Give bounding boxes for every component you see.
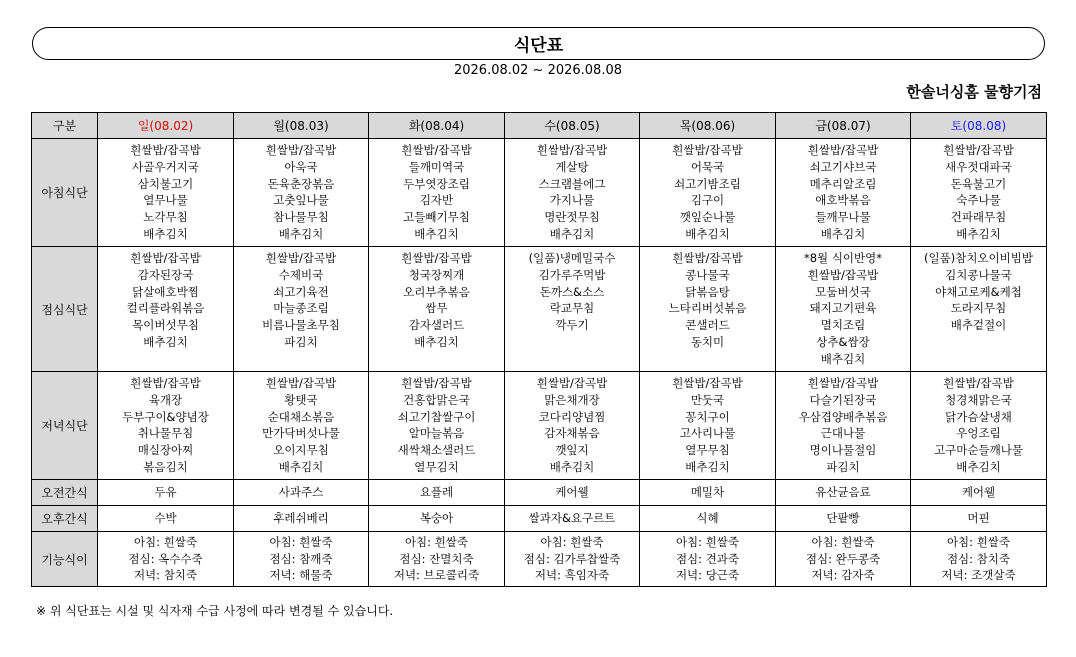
menu-item: 청국장찌개: [408, 267, 465, 282]
menu-item: 유산균음료: [815, 485, 871, 500]
footnote: ※ 위 식단표는 시설 및 식자재 수급 사정에 따라 변경될 수 있습니다.: [36, 604, 394, 618]
menu-item: 애호박볶음: [815, 193, 871, 208]
menu-item: 점심: 잔멸치죽: [399, 551, 474, 566]
menu-item: 게살탕: [555, 159, 589, 174]
menu-item: (일품)참치오이비빔밥: [924, 251, 1033, 265]
menu-item: 케어웰: [555, 485, 589, 500]
menu-item: 배추겉절이: [950, 318, 1007, 333]
menu-item: 건홍합맑은국: [403, 392, 470, 407]
menu-item: 흰쌀밥/잡곡밥: [401, 143, 472, 157]
menu-item: 노각무침: [143, 210, 188, 225]
menu-item: 사골우거지국: [132, 159, 199, 174]
menu-item: 요플레: [419, 485, 454, 500]
menu-item: 어묵국: [690, 159, 725, 174]
menu-item: 돈육불고기: [950, 176, 1007, 191]
menu-item: 수제비국: [278, 267, 324, 282]
menu-item: 두부구이&양념장: [122, 409, 209, 424]
menu-item: 황탯국: [284, 392, 318, 407]
menu-item: 고구마순들깨나물: [934, 443, 1023, 458]
menu-item: 김가루주먹밥: [538, 267, 606, 282]
menu-item: 야채고로케&케첩: [935, 284, 1022, 299]
organization-name: 한솔너싱홈 물향기점: [906, 83, 1042, 101]
menu-cell: [911, 480, 1047, 506]
menu-item: 깍두기: [555, 318, 589, 333]
menu-item: 숙주나물: [956, 193, 1001, 208]
menu-cell: [234, 532, 369, 587]
menu-item: 배추김치: [956, 459, 1001, 474]
menu-item: 목이버섯무침: [132, 318, 199, 333]
menu-item: 점심: 김가루찹쌀죽: [523, 551, 621, 566]
menu-item: 흰쌀밥/잡곡밥: [807, 143, 879, 157]
menu-item: 점심: 견과죽: [675, 551, 740, 566]
menu-cell: [505, 139, 640, 247]
menu-item: 메밀차: [690, 485, 725, 500]
menu-item: 저녁: 조갯살죽: [941, 568, 1016, 582]
menu-cell: [640, 139, 776, 247]
menu-item: 아침: 흰쌀죽: [133, 535, 198, 549]
menu-item: 저녁: 참치죽: [133, 568, 198, 582]
date-range: 2026.08.02 ~ 2026.08.08: [453, 63, 623, 78]
menu-item: 참나물무침: [273, 210, 329, 225]
menu-item: 육개장: [148, 392, 183, 407]
menu-cell: [234, 247, 369, 372]
menu-cell: [234, 139, 369, 247]
menu-cell: [776, 247, 911, 372]
menu-cell: [369, 372, 505, 480]
menu-item: 배추김치: [414, 334, 459, 349]
menu-item: 콘샐러드: [685, 318, 730, 333]
menu-item: 후레쉬베리: [273, 511, 329, 526]
row-label: 점심식단: [32, 247, 98, 372]
menu-item: 김자반: [419, 193, 454, 208]
menu-cell: [640, 506, 776, 532]
menu-item: 흰쌀밥/잡곡밥: [265, 143, 337, 157]
row-breakfast: [32, 139, 1047, 247]
menu-item: 단팥빵: [826, 511, 860, 526]
menu-cell: [234, 480, 369, 506]
menu-item: 두유: [154, 485, 177, 500]
menu-item: 배추김치: [549, 459, 595, 474]
menu-item: 오이지무침: [273, 443, 329, 458]
menu-item: 흰쌀밥/잡곡밥: [401, 251, 472, 265]
menu-cell: [369, 480, 505, 506]
menu-cell: [234, 372, 369, 480]
row-dinner: [32, 372, 1047, 480]
menu-cell: [640, 372, 776, 480]
menu-cell: [369, 532, 505, 587]
page-title: [32, 27, 1045, 60]
menu-cell: [505, 480, 640, 506]
menu-item: 아침: 흰쌀죽: [811, 535, 875, 549]
menu-cell: [369, 506, 505, 532]
menu-item: 복숭아: [419, 511, 454, 526]
menu-item: 흰쌀밥/잡곡밥: [536, 376, 608, 390]
row-label: 저녁식단: [32, 372, 98, 480]
menu-item: 고들빼기무침: [403, 210, 470, 225]
menu-cell: [911, 372, 1047, 480]
menu-item: 새싹채소샐러드: [397, 443, 476, 458]
menu-item: 배추김치: [549, 226, 595, 241]
menu-item: 수박: [154, 511, 177, 526]
menu-item: 머핀: [967, 511, 990, 526]
menu-item: 아욱국: [284, 159, 318, 174]
menu-item: 배추김치: [143, 226, 188, 241]
menu-cell: [911, 506, 1047, 532]
menu-item: 흰쌀밥/잡곡밥: [130, 143, 201, 157]
header-day-sun: 일(08.02): [98, 113, 234, 139]
menu-item: 아침: 흰쌀죽: [946, 535, 1011, 549]
menu-item: 만둣국: [690, 392, 725, 407]
menu-item: 흰쌀밥/잡곡밥: [672, 251, 743, 265]
menu-item: 꽁치구이: [685, 409, 730, 424]
menu-item: 청경채맑은국: [945, 392, 1012, 407]
menu-item: 열무나물: [143, 193, 188, 208]
header-row: [32, 113, 1047, 139]
menu-item: 흰쌀밥/잡곡밥: [130, 251, 201, 265]
menu-item: 취나물무침: [137, 426, 194, 441]
menu-item: 파김치: [284, 334, 318, 349]
menu-item: 건파래무침: [950, 210, 1007, 225]
menu-cell: [234, 506, 369, 532]
menu-cell: [505, 532, 640, 587]
menu-item: 알마늘볶음: [408, 426, 465, 441]
row-lunch: [32, 247, 1047, 372]
menu-item: 다슬기된장국: [809, 392, 877, 407]
menu-item: 가지나물: [549, 193, 595, 208]
meal-table: [31, 112, 1047, 587]
menu-cell: [776, 372, 911, 480]
menu-item: 흰쌀밥/잡곡밥: [265, 376, 337, 390]
menu-item: 아침: 흰쌀죽: [675, 535, 740, 549]
menu-item: 깻잎순나물: [679, 210, 736, 225]
header-category: 구분: [32, 113, 98, 139]
menu-item: 들깨미역국: [408, 159, 465, 174]
menu-item: 쌈무: [425, 301, 448, 316]
menu-item: 흰쌀밥/잡곡밥: [672, 143, 743, 157]
menu-item: (일품)냉메밀국수: [528, 251, 616, 265]
menu-item: 배추김치: [414, 226, 459, 241]
menu-cell: [776, 506, 911, 532]
menu-item: 저녁: 감자죽: [811, 568, 875, 582]
menu-item: 느타리버섯볶음: [668, 301, 747, 316]
menu-item: 점심: 완두콩죽: [805, 551, 881, 566]
row-label: 오전간식: [32, 480, 98, 506]
menu-item: 아침: 흰쌀죽: [269, 535, 333, 549]
menu-item: 열무김치: [414, 459, 459, 474]
menu-item: 상추&쌈장: [816, 334, 870, 349]
menu-item: 흰쌀밥/잡곡밥: [807, 267, 879, 282]
menu-item: 만가닥버섯나물: [262, 426, 340, 441]
menu-item: 멸치조림: [820, 318, 866, 333]
menu-item: 사과주스: [278, 485, 324, 500]
menu-cell: [98, 480, 234, 506]
menu-item: 흰쌀밥/잡곡밥: [265, 251, 337, 265]
menu-cell: [640, 480, 776, 506]
menu-cell: [98, 506, 234, 532]
menu-item: 돈육춘장볶음: [267, 176, 335, 191]
menu-item: 배추김치: [143, 334, 188, 349]
row-morning-snack: [32, 480, 1047, 506]
menu-cell: [505, 247, 640, 372]
menu-item: 저녁: 흑임자죽: [534, 568, 610, 582]
menu-item: 고사리나물: [679, 426, 736, 441]
menu-item: 아침: 흰쌀죽: [540, 535, 604, 549]
menu-cell: [640, 532, 776, 587]
menu-item: 우엉조림: [956, 426, 1001, 441]
menu-cell: [911, 247, 1047, 372]
header-day-sat: 토(08.08): [911, 113, 1047, 139]
menu-item: 점심: 참치죽: [946, 551, 1011, 566]
menu-item: 케어웰: [961, 485, 996, 500]
menu-item: 흰쌀밥/잡곡밥: [672, 376, 743, 390]
menu-item: 두부엿장조림: [403, 176, 470, 191]
menu-item: 마늘종조림: [273, 301, 329, 316]
menu-item: 파김치: [826, 459, 860, 474]
menu-item: 흰쌀밥/잡곡밥: [130, 376, 201, 390]
header-day-tue: 화(08.04): [369, 113, 505, 139]
menu-item: 열무무침: [685, 443, 730, 458]
menu-cell: [369, 139, 505, 247]
menu-cell: [776, 532, 911, 587]
menu-item: 김구이: [690, 193, 725, 208]
menu-cell: [505, 506, 640, 532]
menu-item: 흰쌀밥/잡곡밥: [943, 376, 1014, 390]
menu-item: 배추김치: [956, 226, 1001, 241]
menu-cell: [98, 372, 234, 480]
menu-item: 돼지고기편육: [809, 301, 877, 316]
menu-item: 콩나물국: [685, 267, 730, 282]
menu-item: 흰쌀밥/잡곡밥: [943, 143, 1014, 157]
menu-item: 메추리알조림: [809, 176, 877, 191]
menu-cell: [911, 532, 1047, 587]
menu-item: 도라지무침: [950, 301, 1007, 316]
menu-item: 고춧잎나물: [273, 193, 329, 208]
menu-item: 명이나물절임: [809, 443, 877, 458]
menu-item: 쌀과자&요구르트: [528, 511, 616, 526]
header-day-wed: 수(08.05): [505, 113, 640, 139]
menu-item: 배추김치: [278, 226, 324, 241]
menu-cell: [776, 480, 911, 506]
menu-item: 쇠고기밤조림: [674, 176, 741, 191]
menu-item: 아침: 흰쌀죽: [404, 535, 469, 549]
menu-item: 동치미: [690, 334, 725, 349]
menu-item: 비름나물초무침: [262, 318, 340, 333]
menu-item: 배추김치: [278, 459, 324, 474]
menu-cell: [505, 372, 640, 480]
menu-item: 들깨무나물: [815, 210, 871, 225]
menu-item: 흰쌀밥/잡곡밥: [536, 143, 608, 157]
menu-item: 쇠고기찹쌀구이: [397, 409, 476, 424]
menu-item: 코다리양념찜: [538, 409, 606, 424]
menu-item: 컬리플라워볶음: [126, 301, 205, 316]
menu-item: 점심: 옥수수죽: [128, 551, 203, 566]
header-day-fri: 금(08.07): [776, 113, 911, 139]
menu-item: 우삼겹양배추볶음: [798, 409, 888, 424]
menu-item: 배추김치: [685, 459, 730, 474]
menu-item: *8월 식이반영*: [803, 251, 883, 265]
header-day-mon: 월(08.03): [234, 113, 369, 139]
menu-item: 오리부추볶음: [403, 284, 470, 299]
menu-item: 순대채소볶음: [267, 409, 335, 424]
menu-item: 닭가슴살냉채: [945, 409, 1012, 424]
row-afternoon-snack: [32, 506, 1047, 532]
menu-item: 돈까스&소스: [539, 284, 605, 299]
menu-item: 배추김치: [820, 351, 866, 366]
menu-cell: [776, 139, 911, 247]
menu-item: 근대나물: [820, 426, 866, 441]
menu-item: 삼치불고기: [137, 176, 194, 191]
page-title-text: 식단표: [513, 36, 564, 56]
menu-item: 감자샐러드: [408, 318, 465, 333]
menu-item: 김치콩나물국: [945, 267, 1012, 282]
menu-item: 명란젓무침: [544, 210, 600, 225]
menu-item: 깻잎지: [555, 443, 589, 458]
row-label: 기능식이: [32, 532, 98, 587]
menu-item: 볶음김치: [143, 459, 188, 474]
menu-item: 감자된장국: [137, 267, 194, 282]
menu-item: 저녁: 해물죽: [269, 568, 333, 582]
menu-item: 쇠고기육전: [273, 284, 329, 299]
menu-item: 스크램블에그: [538, 176, 606, 191]
menu-item: 모둠버섯국: [815, 284, 871, 299]
row-label: 오후간식: [32, 506, 98, 532]
menu-item: 닭볶음탕: [685, 284, 730, 299]
menu-item: 점심: 참깨죽: [269, 551, 333, 566]
menu-cell: [640, 247, 776, 372]
menu-cell: [369, 247, 505, 372]
menu-item: 식혜: [696, 511, 719, 526]
menu-item: 저녁: 당근죽: [675, 568, 740, 582]
menu-item: 배추김치: [685, 226, 730, 241]
menu-item: 저녁: 브로콜리죽: [393, 568, 480, 582]
menu-cell: [98, 139, 234, 247]
row-label: 아침식단: [32, 139, 98, 247]
menu-item: 흰쌀밥/잡곡밥: [401, 376, 472, 390]
menu-cell: [98, 532, 234, 587]
header-day-thu: 목(08.06): [640, 113, 776, 139]
row-functional-diet: [32, 532, 1047, 587]
menu-item: 락교무침: [549, 301, 595, 316]
menu-item: 닭살애호박찜: [132, 284, 199, 299]
menu-cell: [98, 247, 234, 372]
menu-item: 감자채볶음: [544, 426, 600, 441]
menu-item: 매실장아찌: [137, 443, 194, 458]
menu-item: 배추김치: [820, 226, 866, 241]
menu-item: 맑은채개장: [544, 392, 600, 407]
menu-item: 흰쌀밥/잡곡밥: [807, 376, 879, 390]
menu-item: 새우젓대파국: [945, 159, 1012, 174]
menu-item: 쇠고기샤브국: [809, 159, 877, 174]
menu-cell: [911, 139, 1047, 247]
